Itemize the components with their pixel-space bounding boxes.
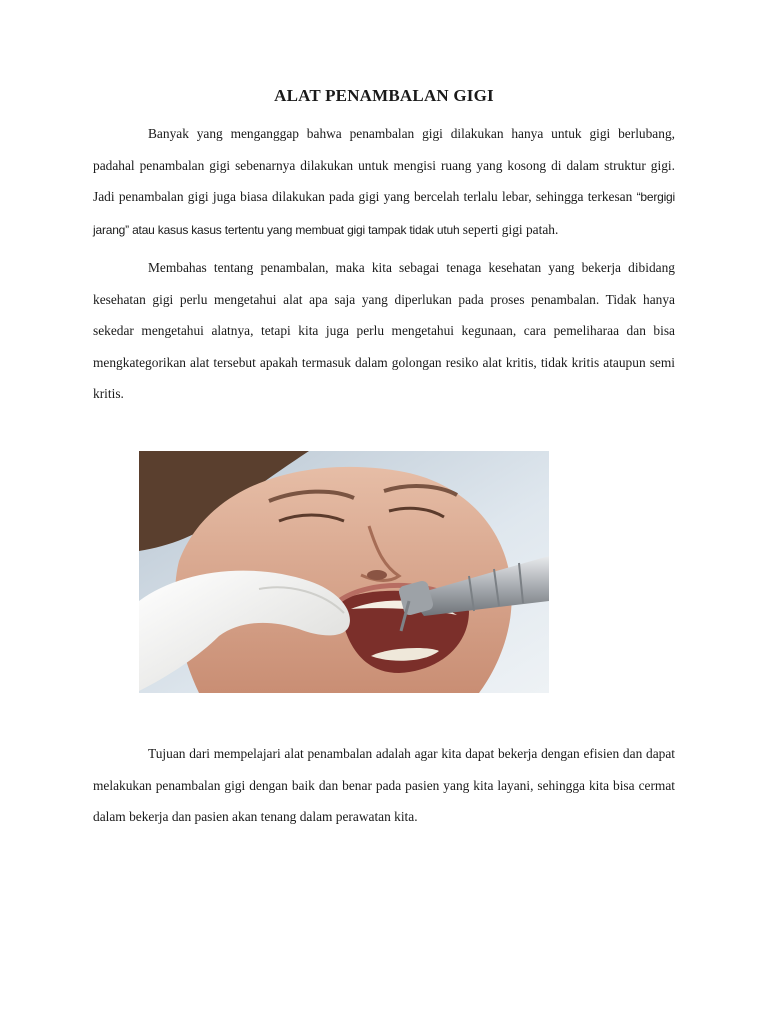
- paragraph-intro-part1: Banyak yang menganggap bahwa penambalan gigi dilakukan hanya untuk gigi berlubang, padahal penambalan gigi sebenarnya dilakukan untuk mengisi ruang yang kosong di dalam struktur gigi. Jadi penambalan gigi juga biasa dilakukan pada gigi yang bercelah terlalu lebar, sehingga terkesan: [93, 126, 675, 204]
- paragraph-purpose: Tujuan dari mempelajari alat penambalan adalah agar kita dapat bekerja dengan efisien dan dapat melakukan penambalan gigi dengan baik dan benar pada pasien yang kita layani, sehingga kita bisa cermat dalam bekerja dan pasien akan tenang dalam perawatan kita.: [93, 746, 675, 824]
- paragraph-tools: Membahas tentang penambalan, maka kita sebagai tenaga kesehatan yang bekerja dibidang kesehatan gigi perlu mengetahui alat apa saja yang diperlukan pada proses penambalan. Tidak hanya sekedar mengetahui alatnya, tetapi kita juga perlu mengetahui kegunaan, cara pemeliharaa dan bisa mengkategorikan alat tersebut apakah termasuk dalam golongan resiko alat kritis, tidak kritis ataupun semi kritis.: [93, 260, 675, 401]
- dental-procedure-photo: [139, 451, 549, 693]
- page-title: ALAT PENAMBALAN GIGI: [274, 86, 494, 105]
- paragraph-intro-quote: “bergigi jarang” atau kasus kasus tertentu yang membuat gigi tampak tidak utuh: [93, 190, 675, 237]
- paragraph-intro-part3: seperti gigi patah.: [459, 221, 559, 237]
- paragraph-intro: [93, 118, 675, 246]
